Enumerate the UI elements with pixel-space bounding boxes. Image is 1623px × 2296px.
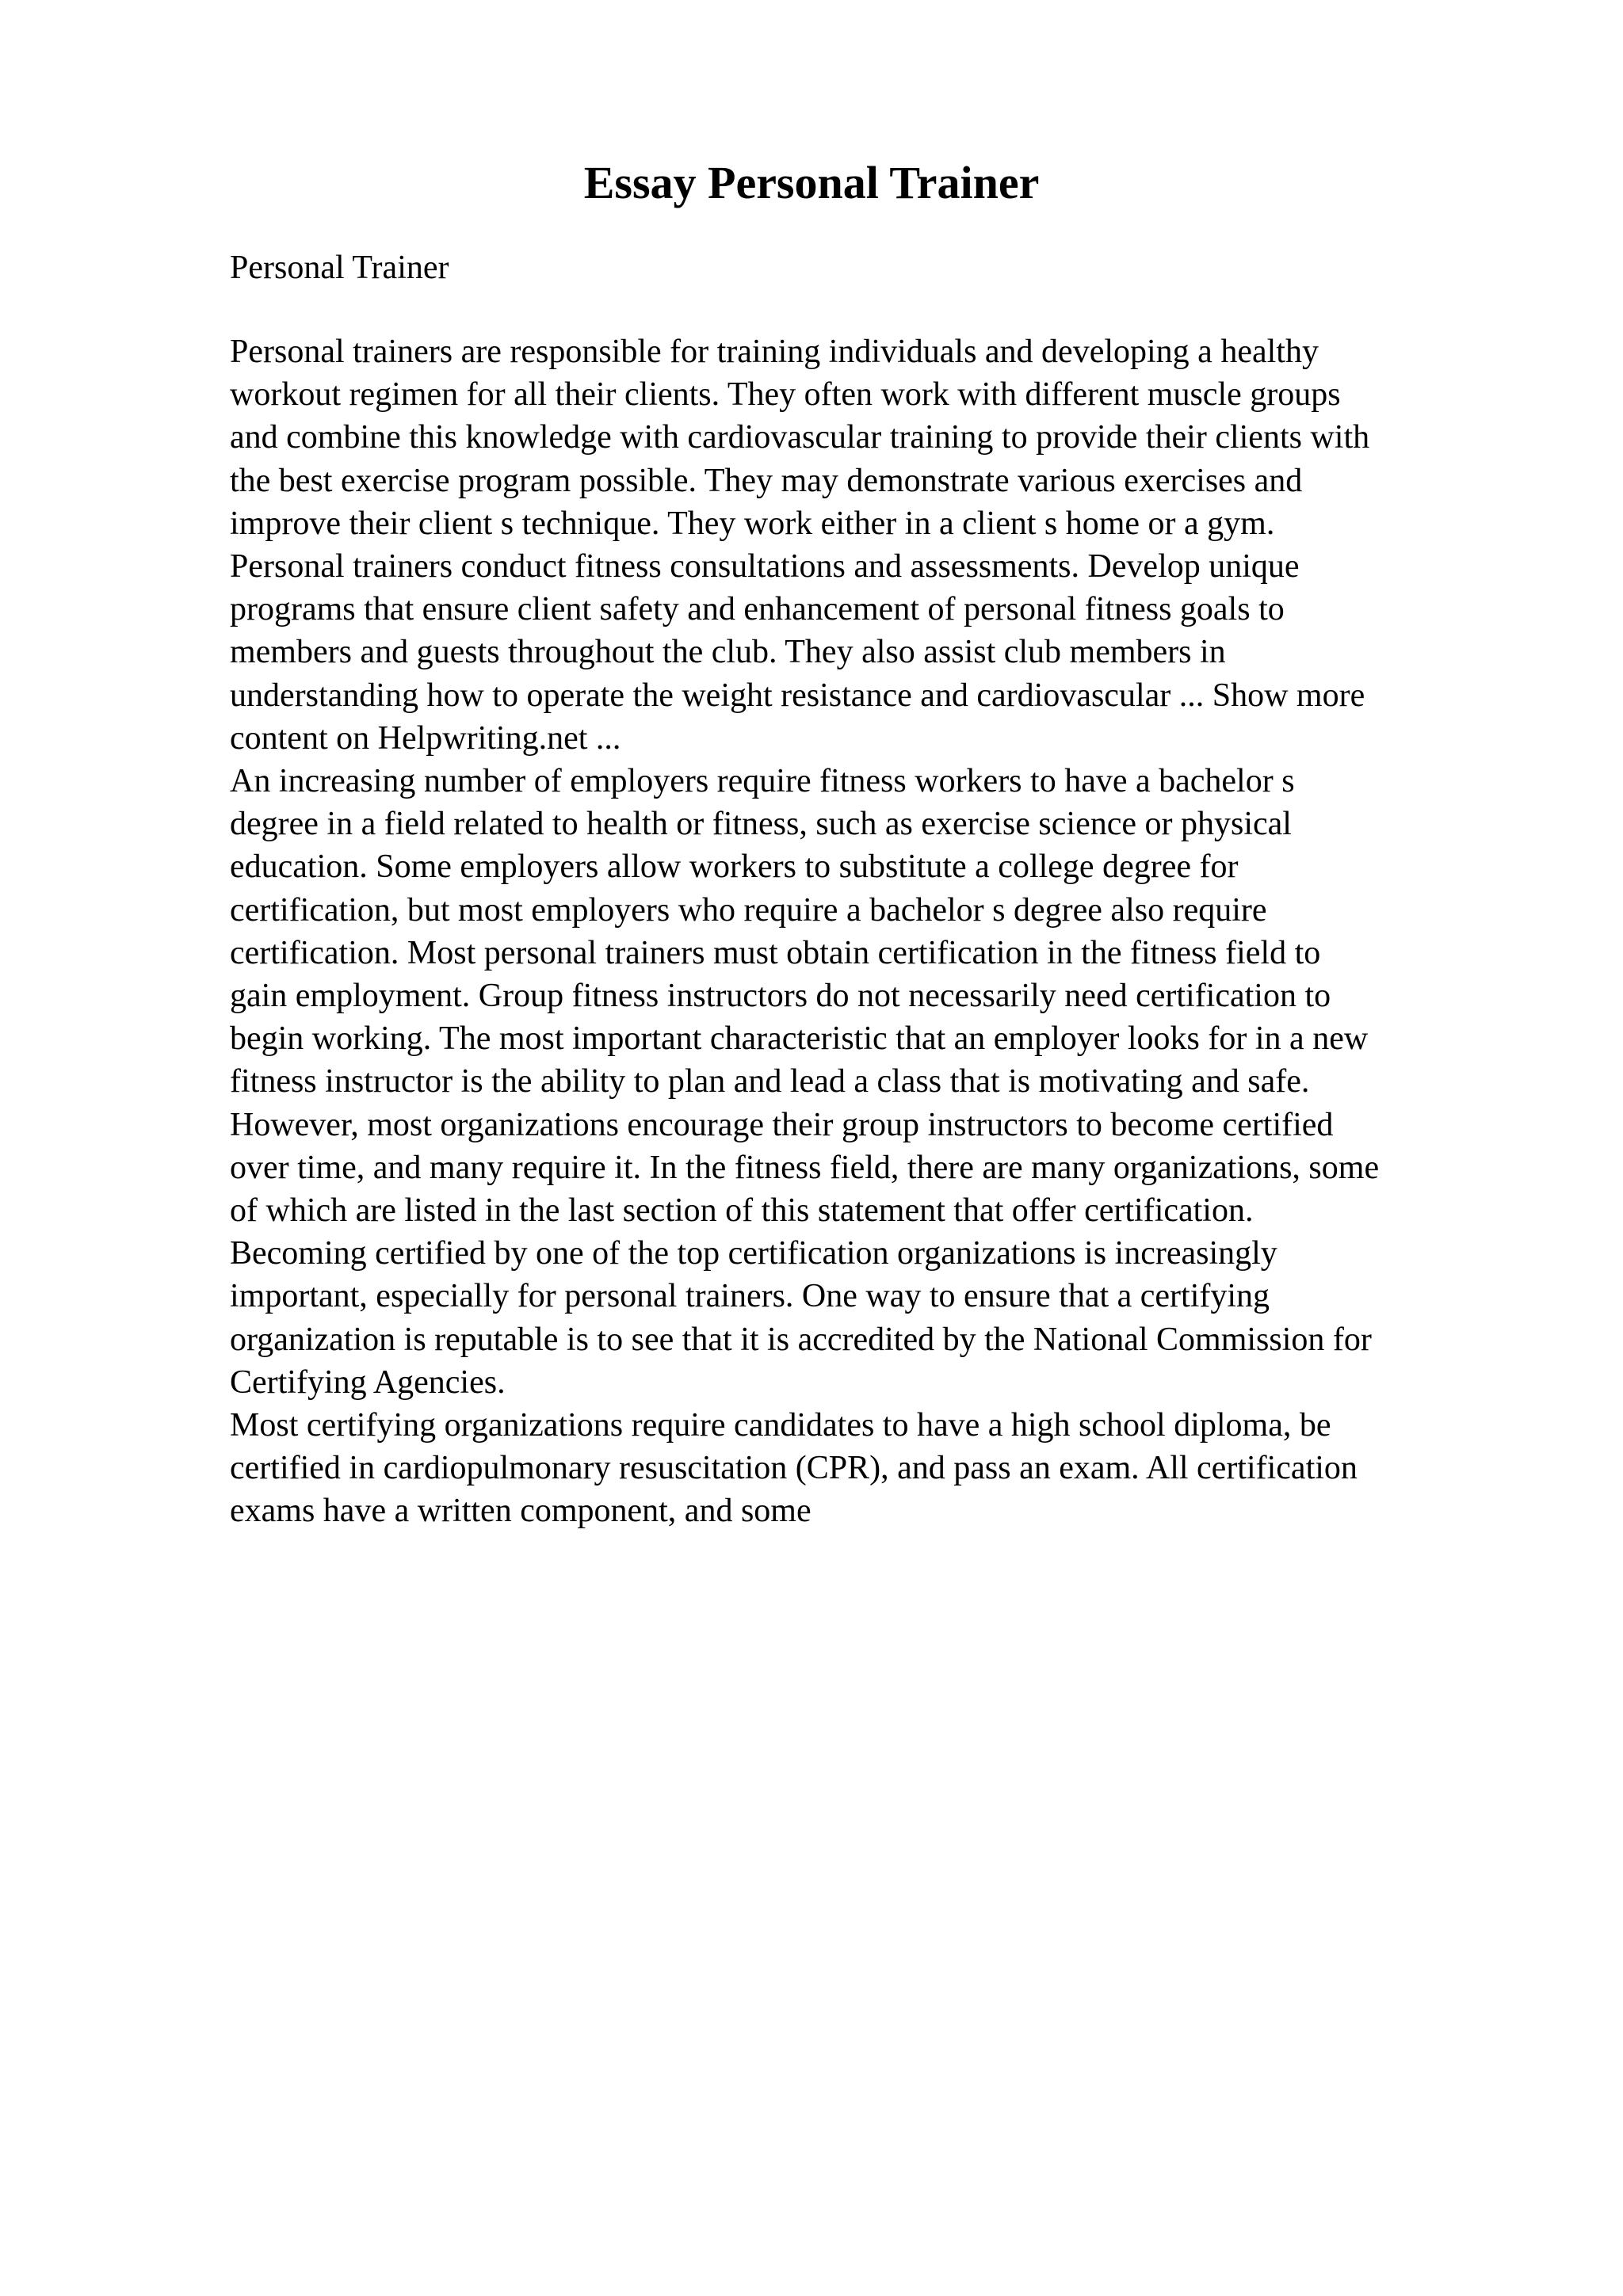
- paragraph-1: Personal trainers are responsible for training individuals and developing a healthy workout regimen for all their clients. They often work with different muscle groups and combine this knowledge with cardiovascular training to provide their clients with the best exercise program possible. They may demonstrate various exercises and improve their client s technique. They work either in a client s home or a gym. Personal trainers conduct fitness consultations and assessments. Develop unique programs that ensure client safety and enhancement of personal fitness goals to members and guests throughout the club. They also assist club members in understanding how to operate the weight resistance and cardiovascular ... Show more content on Helpwriting.net ...: [230, 334, 1370, 757]
- document-title: Essay Personal Trainer: [583, 157, 1040, 208]
- document-subtitle: Personal Trainer: [230, 250, 449, 286]
- paragraph-3: Most certifying organizations require candidates to have a high school diploma, be certified in cardiopulmonary resuscitation (CPR), and pass an exam. All certification exams have a written component, and some: [230, 1407, 1358, 1530]
- document-body: [230, 330, 1514, 1533]
- paragraph-2: An increasing number of employers require fitness workers to have a bachelor s degree in a field related to health or fitness, such as exercise science or physical education. Some employers allow workers to substitute a college degree for certification, but most employers who require a bachelor s degree also require certification. Most personal trainers must obtain certification in the fitness field to gain employment. Group fitness instructors do not necessarily need certification to begin working. The most important characteristic that an employer looks for in a new fitness instructor is the ability to plan and lead a class that is motivating and safe. However, most organizations encourage their group instructors to become certified over time, and many require it. In the fitness field, there are many organizations, some of which are listed in the last section of this statement that offer certification. Becoming certified by one of the top certification organizations is increasingly important, especially for personal trainers. One way to ensure that a certifying organization is reputable is to see that it is accredited by the National Commission for Certifying Agencies.: [230, 763, 1380, 1401]
